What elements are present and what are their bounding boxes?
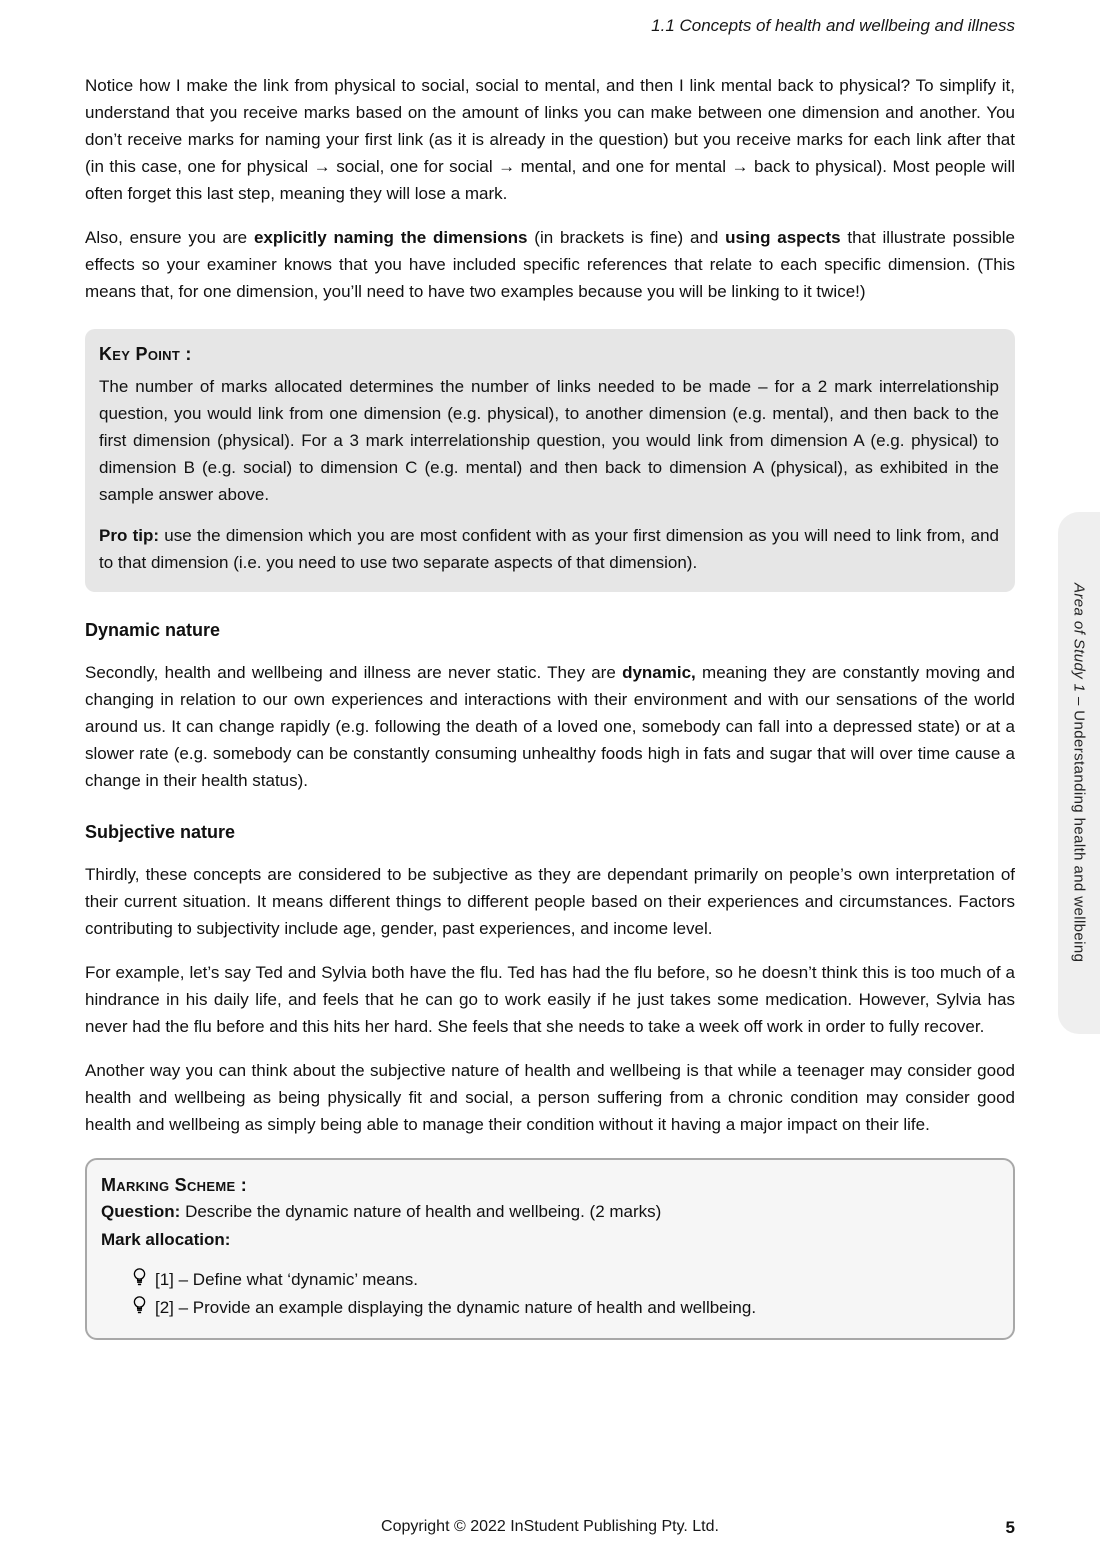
- chapter-side-tab: [1058, 512, 1100, 1034]
- area-of-study-subtitle: Understanding health and wellbeing: [1070, 710, 1088, 963]
- key-point-heading: Key Point :: [99, 344, 192, 364]
- paragraph-teenager-chronic: [85, 1057, 1015, 1138]
- key-point-body: [99, 373, 999, 508]
- paragraph-text: that illustrate possible effects so your examiner knows that you have included specific references that relate to each specific dimension. (This means that, for one dimension, you’ll need to have two examples because you will be linking to it twice!): [85, 228, 1015, 301]
- pro-tip: [99, 522, 999, 576]
- copyright-text: Copyright © 2022 InStudent Publishing Pty. Ltd.: [381, 1518, 719, 1535]
- list-item: [133, 1266, 997, 1294]
- heading-subjective-nature: Subjective nature: [85, 822, 236, 842]
- question-text: Describe the dynamic nature of health and wellbeing. (2 marks): [180, 1202, 662, 1221]
- paragraph-text: The number of marks allocated determines the number of links needed to be made – for a 2 mark interrelationship question, you would link from one dimension (e.g. physical), to another dimension (e.g. mental), and then back to the first dimension (physical). For a 3 mark interrelationship question, you would link from dimension A (e.g. physical) to dimension B (e.g. social) to dimension C (e.g. mental) and then back to dimension A (physical), as exhibited in the sample answer above.: [99, 377, 999, 504]
- paragraph-link-explanation: [85, 72, 1015, 207]
- paragraph-text: (in brackets is fine) and: [527, 228, 726, 247]
- allocation-item-text: [2] – Provide an example displaying the dynamic nature of health and wellbeing.: [155, 1298, 757, 1317]
- page-content: [85, 72, 1015, 1340]
- paragraph-text: Notice how I make the link from physical to social, social to mental, and then I link mental back to physical? To simplify it, understand that you receive marks based on the amount of links you can make between one dimension and another. You don’t receive marks for naming your first link (as it is already in the question) but you receive marks for each link after that (in this case, one for physical → social, one for social → mental, and one for mental → back to physical). Most people will often forget this last step, meaning they will lose a mark.: [85, 76, 1015, 203]
- marking-allocation-list: [101, 1266, 997, 1322]
- question-label: Question:: [101, 1202, 181, 1221]
- area-of-study-label: Area of Study 1 –: [1070, 583, 1088, 711]
- running-head: [85, 0, 1015, 36]
- paragraph-subjective-1: [85, 861, 1015, 942]
- bold-using-aspects: using aspects: [725, 228, 841, 247]
- pro-tip-text: use the dimension which you are most confident with as your first dimension as you will need to link from, and to that dimension (i.e. you need to use two separate aspects of that dimension).: [99, 526, 999, 572]
- lightbulb-icon: [133, 1296, 146, 1324]
- section-title: 1.1 Concepts of health and wellbeing and illness: [651, 16, 1015, 35]
- paragraph-text: Thirdly, these concepts are considered to be subjective as they are dependant primarily on people’s own interpretation of their current situation. It means different things to different people based on their experiences and circumstances. Factors contributing to subjectivity include age, gender, past experiences, and income level.: [85, 865, 1015, 938]
- allocation-label: Mark allocation:: [101, 1230, 231, 1249]
- page-footer: [0, 1518, 1100, 1542]
- marking-allocation-line: [101, 1226, 997, 1254]
- paragraph-ted-sylvia: [85, 959, 1015, 1040]
- bold-explicitly-naming: explicitly naming the dimensions: [253, 228, 528, 247]
- heading-dynamic-nature: Dynamic nature: [85, 620, 221, 640]
- marking-scheme-box: [85, 1158, 1015, 1340]
- paragraph-naming-dimensions: [85, 224, 1015, 305]
- bold-dynamic: dynamic,: [622, 663, 696, 682]
- paragraph-text: For example, let’s say Ted and Sylvia both have the flu. Ted has had the flu before, so he doesn’t think this is too much of a hindrance in his daily life, and feels that he can go to work easily if he just takes some medication. However, Sylvia has never had the flu before and this hits her hard. She feels that she needs to take a week off work in order to fully recover.: [85, 963, 1015, 1036]
- list-item: [133, 1294, 997, 1322]
- paragraph-text: Another way you can think about the subjective nature of health and wellbeing is that while a teenager may consider good health and wellbeing as being physically fit and social, a person suffering from a chronic condition may consider good health and wellbeing as simply being able to manage their condition without it having a major impact on their life.: [85, 1061, 1015, 1134]
- paragraph-dynamic: [85, 659, 1015, 794]
- paragraph-text: Also, ensure you are: [85, 228, 254, 247]
- marking-scheme-heading: Marking Scheme :: [101, 1175, 248, 1195]
- key-point-box: [85, 329, 1015, 592]
- page-number: 5: [1005, 1518, 1015, 1537]
- paragraph-text: Secondly, health and wellbeing and illness are never static. They are: [85, 663, 623, 682]
- paragraph-text: meaning they are constantly moving and changing in relation to our own experiences and interactions with their environment and with our sensations of the world around us. It can change rapidly (e.g. following the death of a loved one, somebody can fall into a depressed state) or at a slower rate (e.g. somebody can be constantly consuming unhealthy foods high in fats and sugar that will over time cause a change in their health status).: [85, 663, 1015, 790]
- chapter-side-tab-label: [1071, 583, 1088, 962]
- pro-tip-label: Pro tip:: [99, 526, 160, 545]
- allocation-item-text: [1] – Define what ‘dynamic’ means.: [155, 1270, 418, 1289]
- lightbulb-icon: [133, 1268, 146, 1296]
- marking-question-line: [101, 1198, 997, 1226]
